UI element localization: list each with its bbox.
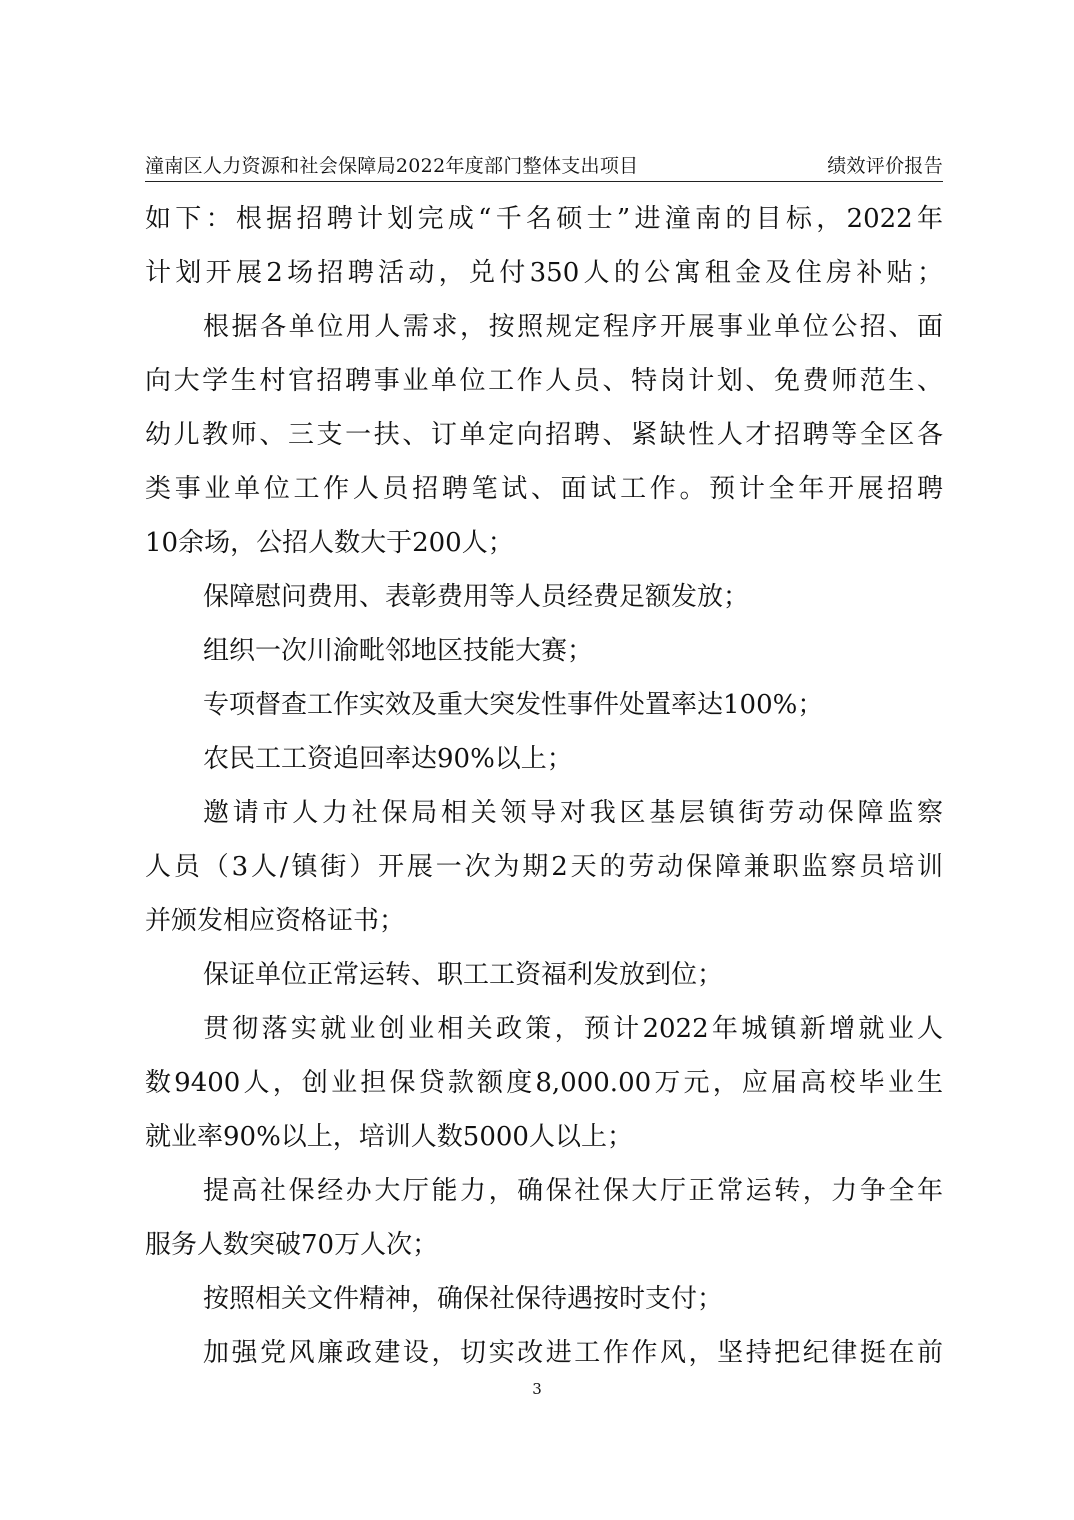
text-line: 提高社保经办大厅能力，确保社保大厅正常运转，力争全年 <box>203 1176 943 1206</box>
text-line: 加强党风廉政建设，切实改进工作作风，坚持把纪律挺在前 <box>203 1338 943 1368</box>
text-line: 类事业单位工作人员招聘笔试、面试工作。预计全年开展招聘 <box>145 474 943 504</box>
text-line: 如下：根据招聘计划完成“千名硕士”进潼南的目标，2022年 <box>145 204 943 234</box>
text-line: 计划开展2场招聘活动，兑付350人的公寓租金及住房补贴； <box>145 258 943 288</box>
page-header <box>145 147 943 182</box>
text-line: 保障慰问费用、表彰费用等人员经费足额发放； <box>203 582 750 612</box>
text-line: 根据各单位用人需求，按照规定程序开展事业单位公招、面 <box>203 312 943 342</box>
text-line: 保证单位正常运转、职工工资福利发放到位； <box>203 960 724 990</box>
text-line: 向大学生村官招聘事业单位工作人员、特岗计划、免费师范生、 <box>145 366 943 396</box>
text-line: 专项督查工作实效及重大突发性事件处置率达100%； <box>203 690 824 720</box>
text-line: 邀请市人力社保局相关领导对我区基层镇街劳动保障监察 <box>203 798 943 828</box>
text-line: 并颁发相应资格证书； <box>145 906 406 936</box>
body-text <box>145 192 943 1380</box>
text-line: 服务人数突破70万人次； <box>145 1230 439 1260</box>
text-line: 农民工工资追回率达90%以上； <box>203 744 573 774</box>
header-title: 潼南区人力资源和社会保障局2022年度部门整体支出项目 <box>145 155 639 177</box>
text-line: 10余场，公招人数大于200人； <box>145 528 514 558</box>
text-line: 就业率90%以上，培训人数5000人以上； <box>145 1122 633 1152</box>
text-line: 数9400人，创业担保贷款额度8,000.00万元，应届高校毕业生 <box>145 1068 943 1098</box>
text-line: 按照相关文件精神，确保社保待遇按时支付； <box>203 1284 724 1314</box>
text-line: 组织一次川渝毗邻地区技能大赛； <box>203 636 594 666</box>
page-number: 3 <box>532 1380 542 1398</box>
text-line: 人员（3人/镇街）开展一次为期2天的劳动保障兼职监察员培训 <box>145 852 943 882</box>
text-line: 贯彻落实就业创业相关政策，预计2022年城镇新增就业人 <box>203 1014 943 1044</box>
text-line: 幼儿教师、三支一扶、订单定向招聘、紧缺性人才招聘等全区各 <box>145 420 943 450</box>
header-report-label: 绩效评价报告 <box>827 155 943 177</box>
